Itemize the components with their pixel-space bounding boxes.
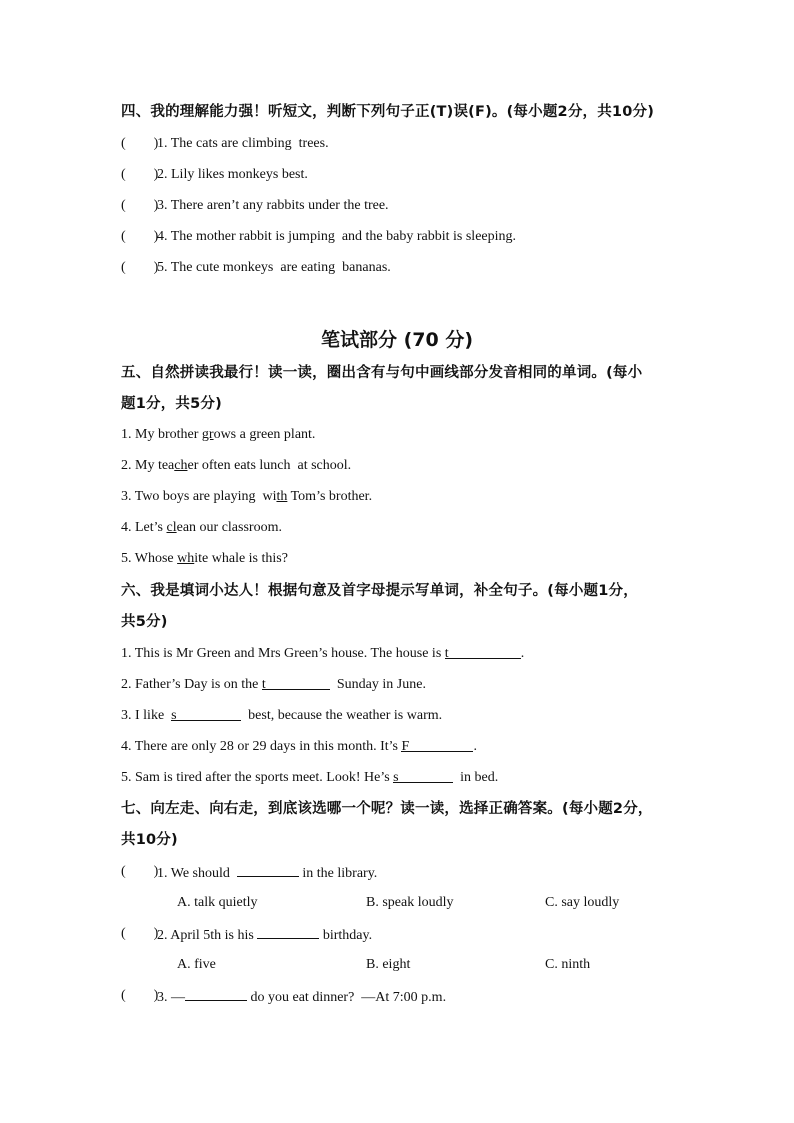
hint-letter: F	[401, 739, 410, 754]
question-text	[157, 925, 372, 945]
question-text: 1. The cats are climbing trees.	[157, 136, 329, 151]
hint-letter: s	[171, 708, 177, 723]
option-a[interactable]: A. five	[177, 957, 216, 972]
sentence-post: best, because the weather is warm.	[241, 708, 443, 723]
answer-blank	[257, 925, 319, 939]
phonics-post: er often eats lunch at school.	[187, 458, 352, 473]
question-pre: 2. April 5th is his	[157, 928, 258, 943]
answer-parenthesis[interactable]: ( )	[121, 229, 159, 244]
phonics-item	[121, 457, 351, 475]
answer-blank[interactable]	[445, 645, 521, 659]
phonics-pre: 2. My tea	[121, 458, 175, 473]
answer-parenthesis[interactable]: ( )	[121, 988, 159, 1003]
question-text: 3. There aren’t any rabbits under the tree.	[157, 198, 389, 213]
phonics-item	[121, 426, 315, 444]
underlined-letters: wh	[177, 551, 195, 566]
answer-parenthesis[interactable]: ( )	[121, 926, 159, 941]
phonics-post: ows a green plant.	[213, 427, 316, 442]
phonics-item	[121, 488, 372, 506]
underlined-letters: gr	[201, 427, 214, 442]
hint-letter: t	[444, 646, 449, 661]
fill-in-item	[121, 769, 498, 787]
answer-blank[interactable]	[262, 676, 330, 690]
answer-parenthesis[interactable]: ( )	[121, 136, 159, 151]
phonics-item	[121, 550, 288, 568]
sentence-pre: 5. Sam is tired after the sports meet. Look! He’s	[121, 770, 394, 785]
phonics-pre: 5. Whose	[121, 551, 178, 566]
option-c[interactable]: C. ninth	[545, 957, 591, 972]
answer-parenthesis[interactable]: ( )	[121, 864, 159, 879]
sentence-post: in bed.	[453, 770, 499, 785]
answer-blank[interactable]	[171, 707, 241, 721]
phonics-post: ean our classroom.	[176, 520, 282, 535]
section4-heading: 四、我的理解能力强！听短文，判断下列句子正(T)误(F)。(每小题2分，共10分)	[121, 104, 655, 120]
option-a[interactable]: A. talk quietly	[177, 895, 258, 910]
fill-in-item	[121, 707, 442, 725]
question-text	[157, 987, 446, 1007]
answer-blank	[185, 987, 247, 1001]
section7-heading-line1: 七、向左走、向右走，到底该选哪一个呢？读一读，选择正确答案。(每小题2分，	[121, 801, 653, 817]
question-post: do you eat dinner? —At 7:00 p.m.	[247, 990, 447, 1005]
section7-heading-line2: 共10分)	[121, 832, 178, 848]
phonics-pre: 3. Two boys are playing wi	[121, 489, 277, 504]
written-section-title: 笔试部分 (70 分)	[320, 329, 474, 351]
question-text: 5. The cute monkeys are eating bananas.	[157, 260, 391, 275]
underlined-letters: cl	[166, 520, 177, 535]
sentence-pre: 3. I like	[121, 708, 172, 723]
underlined-letters: th	[276, 489, 288, 504]
fill-in-item	[121, 676, 426, 694]
answer-blank[interactable]	[393, 769, 453, 783]
question-text	[157, 863, 377, 883]
question-text: 4. The mother rabbit is jumping and the baby rabbit is sleeping.	[157, 229, 517, 244]
section5-heading-line1: 五、自然拼读我最行！读一读，圈出含有与句中画线部分发音相同的单词。(每小	[121, 365, 643, 381]
hint-letter: s	[393, 770, 399, 785]
phonics-post: Tom’s brother.	[287, 489, 373, 504]
option-b[interactable]: B. speak loudly	[366, 895, 454, 910]
section6-heading-line2: 共5分)	[121, 614, 168, 630]
sentence-post: Sunday in June.	[329, 677, 426, 692]
sentence-post: .	[473, 739, 477, 754]
sentence-post: .	[520, 646, 525, 661]
phonics-post: ite whale is this?	[194, 551, 288, 566]
fill-in-item	[121, 645, 524, 663]
sentence-pre: 2. Father’s Day is on the	[121, 677, 262, 692]
question-post: birthday.	[319, 928, 373, 943]
question-post: in the library.	[298, 866, 378, 881]
sentence-pre: 4. There are only 28 or 29 days in this month. It’s	[121, 739, 402, 754]
question-pre: 1. We should	[157, 866, 237, 881]
hint-letter: t	[261, 677, 266, 692]
answer-parenthesis[interactable]: ( )	[121, 260, 159, 275]
answer-parenthesis[interactable]: ( )	[121, 198, 159, 213]
phonics-pre: 1. My brother	[121, 427, 202, 442]
section5-heading-line2: 题1分，共5分)	[121, 396, 222, 412]
question-text: 2. Lily likes monkeys best.	[157, 167, 308, 182]
section6-heading-line1: 六、我是填词小达人！根据句意及首字母提示写单词，补全句子。(每小题1分，	[121, 583, 638, 599]
answer-parenthesis[interactable]: ( )	[121, 167, 159, 182]
underlined-letters: ch	[174, 458, 188, 473]
sentence-pre: 1. This is Mr Green and Mrs Green’s house. The house is	[121, 646, 445, 661]
option-c[interactable]: C. say loudly	[545, 895, 620, 910]
answer-blank[interactable]	[401, 738, 473, 752]
phonics-item	[121, 519, 282, 537]
answer-blank	[237, 863, 299, 877]
phonics-pre: 4. Let’s	[121, 520, 167, 535]
option-b[interactable]: B. eight	[366, 957, 411, 972]
question-pre: 3. —	[157, 990, 185, 1005]
fill-in-item	[121, 738, 477, 756]
